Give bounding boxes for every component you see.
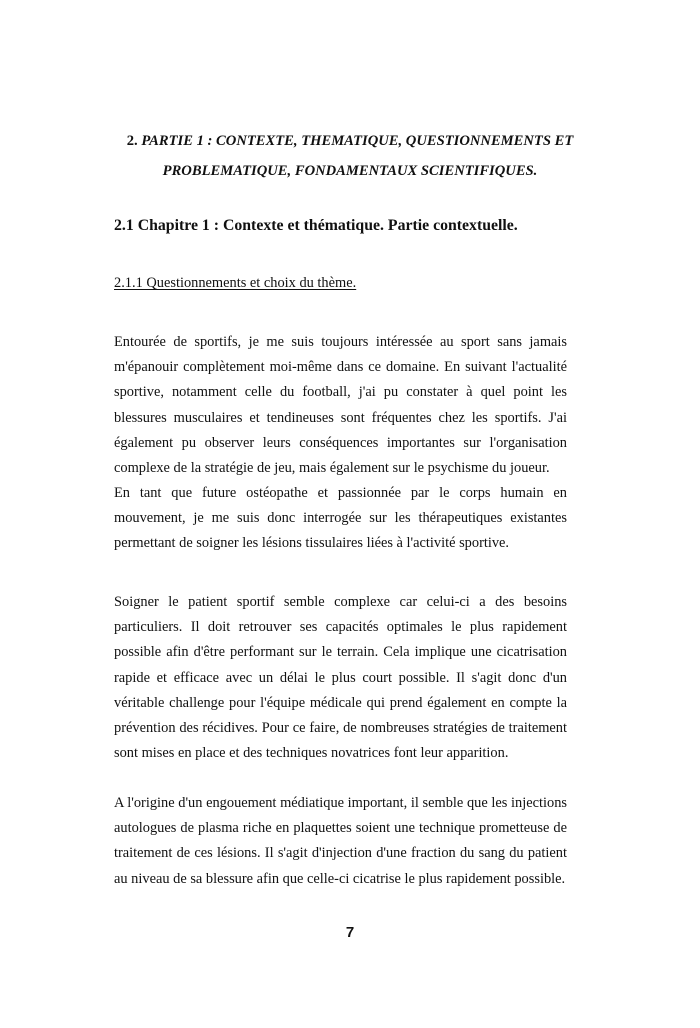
part-heading-line-1 (110, 126, 590, 156)
part-heading-number: 2. (126, 133, 138, 149)
paragraph-3: Soigner le patient sportif semble complexe car celui-ci a des besoins particuliers. Il doit retrouver ses capacités optimales le plus rapidement possible afin d'être performant sur le terrain. Cela implique une cicatrisation rapide et efficace avec un délai le plus court possible. Il s'agit donc d'un véritable challenge pour l'équipe médicale qui prend également en compte la prévention des récidives. Pour ce faire, de nombreuses stratégies de traitement sont mises en place et des techniques novatrices font leur apparition. (114, 594, 567, 762)
part-heading-text-1: PARTIE 1 : CONTEXTE, THEMATIQUE, QUESTIONNEMENTS ET (141, 133, 574, 149)
part-heading (110, 126, 590, 186)
paragraph-4: A l'origine d'un engouement médiatique important, il semble que les injections autologues de plasma riche en plaquettes soient une technique prometteuse de traitement de ces lésions. Il s'agit d'injection d'une fraction du sang du patient au niveau de sa blessure afin que celle-ci cicatrise le plus rapidement possible. (114, 795, 567, 887)
page-number: 7 (345, 924, 355, 941)
subsection-heading: 2.1.1 Questionnements et choix du thème. (114, 275, 357, 291)
paragraph-2: En tant que future ostéopathe et passionnée par le corps humain en mouvement, je me suis donc interrogée sur les thérapeutiques existantes permettant de soigner les lésions tissulaires liées à l'activité sportive. (114, 485, 567, 552)
part-heading-line-2: PROBLEMATIQUE, FONDAMENTAUX SCIENTIFIQUES. (162, 163, 538, 179)
paragraph-1: Entourée de sportifs, je me suis toujours intéressée au sport sans jamais m'épanouir complètement moi-même dans ce domaine. En suivant l'actualité sportive, notamment celle du football, j'ai pu constater à quel point les blessures musculaires et tendineuses sont fréquentes chez les sportifs. J'ai également pu observer leurs conséquences importantes sur l'organisation complexe de la stratégie de jeu, mais également sur le psychisme du joueur. (114, 334, 567, 477)
chapter-heading: 2.1 Chapitre 1 : Contexte et thématique. Partie contextuelle. (114, 217, 518, 234)
